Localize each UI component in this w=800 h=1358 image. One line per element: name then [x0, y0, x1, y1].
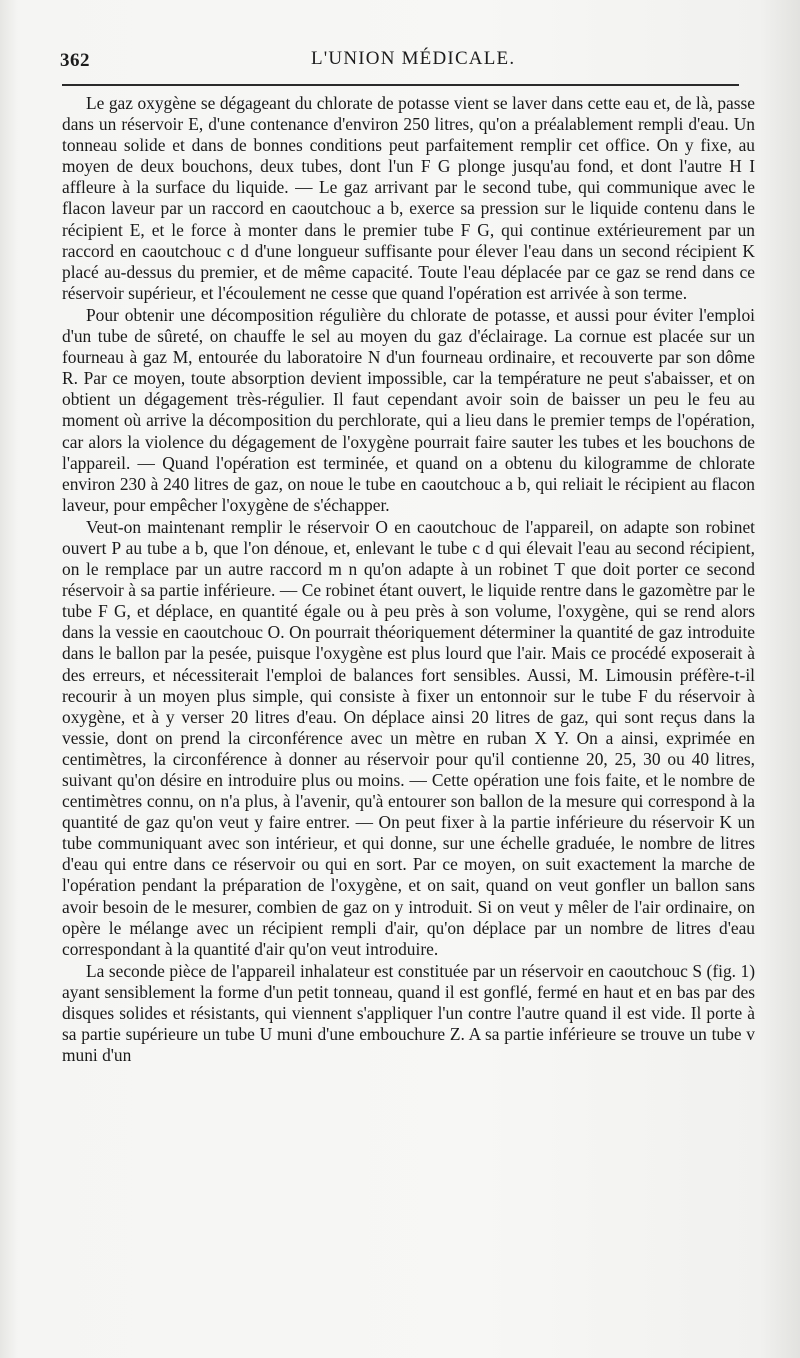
page-header: [60, 46, 740, 78]
article-body: [62, 93, 755, 1066]
paragraph: Le gaz oxygène se dégageant du chlorate de potasse vient se laver dans cette eau et, de là, passe dans un réservoir E, d'une contenance d'environ 250 litres, qu'on a préalablement rempli d'eau. Un tonneau solide et dans de bonnes conditions peut parfaitement remplir cet office. On y fixe, au moyen de deux bouchons, deux tubes, dont l'un F G plonge jusqu'au fond, et dont l'autre H I affleure à la surface du liquide. — Le gaz arrivant par le second tube, qui communique avec le flacon laveur par un raccord en caoutchouc a b, exerce sa pression sur le liquide contenu dans le récipient E, et le force à monter dans le premier tube F G, qui continue extérieurement par un raccord en caoutchouc c d d'une longueur suffisante pour élever l'eau dans un second récipient K placé au-dessus du premier, et de même capacité. Toute l'eau déplacée par ce gaz se rend dans ce réservoir supérieur, et l'écoulement ne cesse que quand l'opération est arrivée à son terme.: [62, 93, 755, 303]
paragraph: Veut-on maintenant remplir le réservoir O en caoutchouc de l'appareil, on adapte son robinet ouvert P au tube a b, que l'on dénoue, et, enlevant le tube c d qui élevait l'eau au second récipient, on le remplace par un autre raccord m n qu'on adapte à un robinet T que doit porter ce second réservoir à sa partie inférieure. — Ce robinet étant ouvert, le liquide rentre dans le gazomètre par le tube F G, et déplace, en quantité égale ou à peu près à son volume, l'oxygène, qui se rend alors dans la vessie en caoutchouc O. On pourrait théoriquement déterminer la quantité de gaz introduite dans le ballon par la pesée, puisque l'oxygène est plus lourd que l'air. Mais ce procédé exposerait à des erreurs, et nécessiterait l'emploi de balances fort sensibles. Aussi, M. Limousin préfère-t-il recourir à un moyen plus simple, qui consiste à fixer un entonnoir sur le tube F du réservoir à oxygène, et à y verser 20 litres d'eau. On déplace ainsi 20 litres de gaz, qui sont reçus dans la vessie, dont on prend la circonférence avec un mètre en ruban X Y. On a ainsi, exprimée en centimètres, la circonférence à donner au réservoir pour qu'il contienne 20, 25, 30 ou 40 litres, suivant qu'on désire en introduire plus ou moins. — Cette opération une fois faite, et le nombre de centimètres connu, on n'a plus, à l'avenir, qu'à entourer son ballon de la mesure qui correspond à la quantité de gaz qu'on veut y faire entrer. — On peut fixer à la partie inférieure du réservoir K un tube communiquant avec son intérieur, et qui donne, sur une échelle graduée, le nombre de litres d'eau qui entre dans ce réservoir ou qui en sort. Par ce moyen, on suit exactement la marche de l'opération pendant la préparation de l'oxygène, et on sait, quand on veut gonfler un ballon sans avoir besoin de le mesurer, combien de gaz on y introduit. Si on veut y mêler de l'air ordinaire, on opère le mélange avec un récipient rempli d'air, qu'on déplace par un nombre de litres d'eau correspondant à la quantité d'air qu'on veut introduire.: [62, 516, 755, 959]
paragraph: La seconde pièce de l'appareil inhalateur est constituée par un réservoir en caoutchouc S (fig. 1) ayant sensiblement la forme d'un petit tonneau, quand il est gonflé, fermé en haut et en bas par des disques solides et résistants, qui viennent s'appliquer l'un contre l'autre quand il est vide. Il porte à sa partie supérieure un tube U muni d'une embouchure Z. A sa partie inférieure se trouve un tube v muni d'un: [62, 960, 755, 1066]
paragraph: Pour obtenir une décomposition régulière du chlorate de potasse, et aussi pour éviter l'emploi d'un tube de sûreté, on chauffe le sel au moyen du gaz d'éclairage. La cornue est placée sur un fourneau à gaz M, entourée du laboratoire N d'un fourneau ordinaire, et recouverte par son dôme R. Par ce moyen, toute absorption devient impossible, car la température ne peut s'abaisser, et on obtient un dégagement très-régulier. Il faut cependant avoir soin de baisser un peu le feu au moment où arrive la décomposition du perchlorate, qui a lieu dans le premier temps de l'opération, car alors la violence du dégagement de l'oxygène pourrait faire sauter les tubes et les bouchons de l'appareil. — Quand l'opération est terminée, et quand on a obtenu du kilogramme de chlorate environ 230 à 240 litres de gaz, on noue le tube en caoutchouc a b, qui reliait le récipient au flacon laveur, pour empêcher l'oxygène de s'échapper.: [62, 304, 755, 515]
header-rule: [62, 84, 739, 86]
running-title: L'UNION MÉDICALE.: [311, 48, 516, 69]
page-number: 362: [60, 50, 90, 71]
